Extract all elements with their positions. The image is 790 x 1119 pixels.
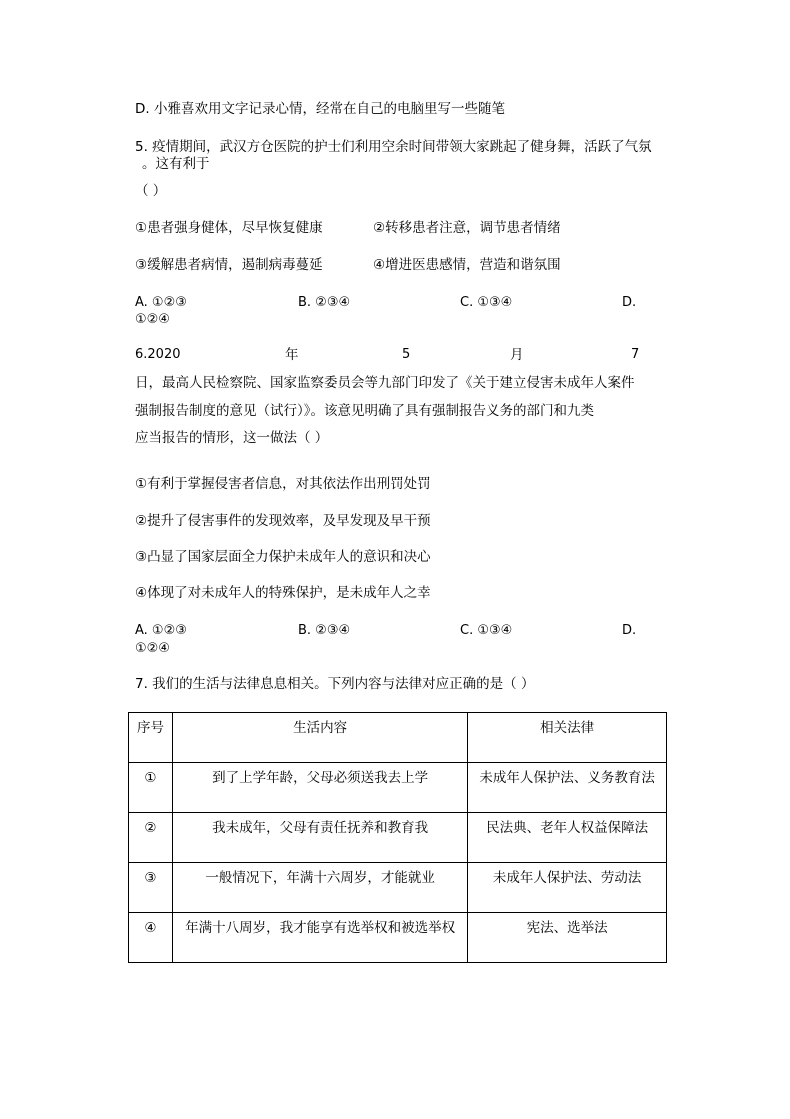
- q6-option-b: B. ②③④: [298, 623, 351, 638]
- table-row: [129, 863, 667, 913]
- q6-statement-4: ④体现了对未成年人的特殊保护，是未成年人之幸: [135, 585, 431, 601]
- q5-stem-line2: 。这有利于: [142, 156, 210, 172]
- q5-option-c: C. ①③④: [460, 295, 513, 310]
- q6-date-year-char: 年: [285, 347, 299, 363]
- q6-option-c: C. ①③④: [460, 623, 513, 638]
- row-life-content: 年满十八周岁，我才能享有选举权和被选举权: [172, 913, 467, 963]
- row-life-content: 我未成年，父母有责任抚养和教育我: [172, 813, 467, 863]
- row-index: ②: [129, 813, 173, 863]
- q5-statement-4: ④增进医患感情，营造和谐氛围: [373, 257, 561, 273]
- row-related-law: 民法典、老年人权益保障法: [468, 813, 667, 863]
- table-header-row: [129, 713, 667, 763]
- row-related-law: 未成年人保护法、义务教育法: [468, 763, 667, 813]
- q6-stem-line4: 应当报告的情形，这一做法（ ）: [135, 430, 329, 446]
- q6-option-d-label: D.: [622, 623, 637, 638]
- table-row: [129, 763, 667, 813]
- q6-stem-line2: 日，最高人民检察院、国家监察委员会等九部门印发了《关于建立侵害未成年人案件: [135, 375, 635, 391]
- q4-option-d: D. 小雅喜欢用文字记录心情，经常在自己的电脑里写一些随笔: [135, 101, 505, 117]
- table-row: [129, 813, 667, 863]
- q6-statement-3: ③凸显了国家层面全力保护未成年人的意识和决心: [135, 549, 431, 565]
- q5-blank: （ ）: [135, 183, 167, 199]
- q6-stem-line3: 强制报告制度的意见（试行）》。该意见明确了具有强制报告义务的部门和九类: [135, 403, 594, 419]
- q5-option-d-label: D.: [622, 295, 637, 310]
- q7-stem: 7. 我们的生活与法律息息相关。下列内容与法律对应正确的是（ ）: [135, 676, 535, 692]
- header-related-law: 相关法律: [468, 713, 667, 763]
- q5-statement-1: ①患者强身健体，尽早恢复健康: [135, 220, 323, 236]
- row-index: ③: [129, 863, 173, 913]
- table-row: [129, 913, 667, 963]
- q6-option-a: A. ①②③: [135, 623, 187, 638]
- q6-date-month-char: 月: [510, 347, 524, 363]
- row-life-content: 一般情况下，年满十六周岁，才能就业: [172, 863, 467, 913]
- q5-option-a: A. ①②③: [135, 295, 187, 310]
- q5-stem-line1: 5. 疫情期间，武汉方仓医院的护士们利用空余时间带领大家跳起了健身舞，活跃了气氛: [135, 139, 652, 155]
- q6-date-day: 7: [631, 347, 640, 362]
- row-index: ①: [129, 763, 173, 813]
- q6-option-d-value: ①②④: [135, 641, 170, 656]
- row-related-law: 宪法、选举法: [468, 913, 667, 963]
- q5-statement-2: ②转移患者注意，调节患者情绪: [373, 220, 561, 236]
- row-life-content: 到了上学年龄，父母必须送我去上学: [172, 763, 467, 813]
- q6-statement-1: ①有利于掌握侵害者信息，对其依法作出刑罚处罚: [135, 476, 431, 492]
- q6-statement-2: ②提升了侵害事件的发现效率，及早发现及早干预: [135, 513, 431, 529]
- law-table: [128, 712, 667, 963]
- q6-date-year: 6.2020: [135, 347, 181, 362]
- row-related-law: 未成年人保护法、劳动法: [468, 863, 667, 913]
- q5-option-b: B. ②③④: [298, 295, 351, 310]
- header-index: 序号: [129, 713, 173, 763]
- header-life-content: 生活内容: [172, 713, 467, 763]
- row-index: ④: [129, 913, 173, 963]
- q5-option-d-value: ①②④: [135, 312, 170, 327]
- q5-statement-3: ③缓解患者病情，遏制病毒蔓延: [135, 257, 323, 273]
- q6-date-month: 5: [402, 347, 411, 362]
